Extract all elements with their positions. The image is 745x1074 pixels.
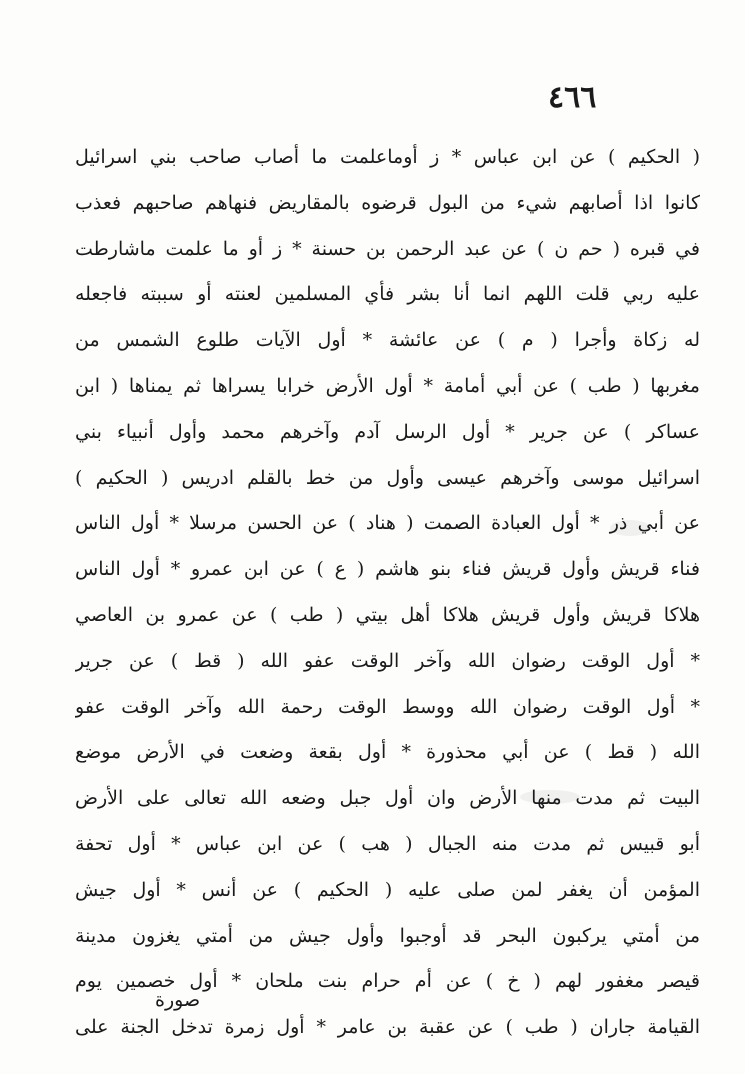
text-line: كانوا اذا أصابهم شيء من البول قرضوه بالمقاريض فنهاهم صاحبهم فعذب bbox=[75, 191, 700, 214]
text-line: عساكر ) عن جرير * أول الرسل آدم وآخرهم محمد وأول أنبياء بني bbox=[75, 420, 700, 443]
text-line: أبو قبيس ثم مدت منه الجبال ( هب ) عن ابن عباس * أول تحفة bbox=[75, 832, 700, 855]
text-line: له زكاة وأجرا ( م ) عن عائشة * أول الآيات طلوع الشمس من bbox=[75, 329, 700, 352]
text-line: اسرائيل موسى وآخرهم عيسى وأول من خط بالقلم ادريس ( الحكيم ) bbox=[75, 466, 700, 489]
text-line: قيصر مغفور لهم ( خ ) عن أم حرام بنت ملحان * أول خصمين يوم bbox=[75, 970, 700, 993]
text-line: المؤمن أن يغفر لمن صلى عليه ( الحكيم ) عن أنس * أول جيش bbox=[75, 878, 700, 901]
text-line: ( الحكيم ) عن ابن عباس * ز أوماعلمت ما أصاب صاحب بني اسرائيل bbox=[75, 146, 700, 168]
text-line: مغربها ( طب ) عن أبي أمامة * أول الأرض خرابا يسراها ثم يمناها ( ابن bbox=[75, 374, 700, 397]
text-line: القيامة جاران ( طب ) عن عقبة بن عامر * أول زمرة تدخل الجنة على bbox=[75, 1016, 700, 1039]
text-line: البيت ثم مدت منها الأرض وان أول جبل وضعه الله تعالى على الأرض bbox=[75, 787, 700, 810]
page-number: ٤٦٦ bbox=[548, 80, 597, 115]
main-text bbox=[75, 135, 700, 1051]
text-line: هلاكا قريش وأول قريش هلاكا أهل بيتي ( طب ) عن عمرو بن العاصي bbox=[75, 603, 700, 626]
text-line: من أمتي يركبون البحر قد أوجبوا وأول جيش من أمتي يغزون مدينة bbox=[75, 924, 700, 947]
text-line: عليه ربي قلت اللهم انما أنا بشر فأي المسلمين لعنته أو سببته فاجعله bbox=[75, 283, 700, 306]
text-line: * أول الوقت رضوان الله وآخر الوقت عفو الله ( قط ) عن جرير bbox=[75, 649, 700, 672]
text-line: في قبره ( حم ن ) عن عبد الرحمن بن حسنة * ز أو ما علمت ماشارطت bbox=[75, 237, 700, 260]
text-line: عن أبي ذر * أول العبادة الصمت ( هناد ) عن الحسن مرسلا * أول الناس bbox=[75, 512, 700, 535]
text-line: الله ( قط ) عن أبي محذورة * أول بقعة وضعت في الأرض موضع bbox=[75, 741, 700, 764]
text-line: * أول الوقت رضوان الله ووسط الوقت رحمة الله وآخر الوقت عفو bbox=[75, 695, 700, 718]
catchword: صورة bbox=[155, 989, 201, 1011]
text-line: فناء قريش وأول قريش فناء بنو هاشم ( ع ) عن ابن عمرو * أول الناس bbox=[75, 558, 700, 581]
